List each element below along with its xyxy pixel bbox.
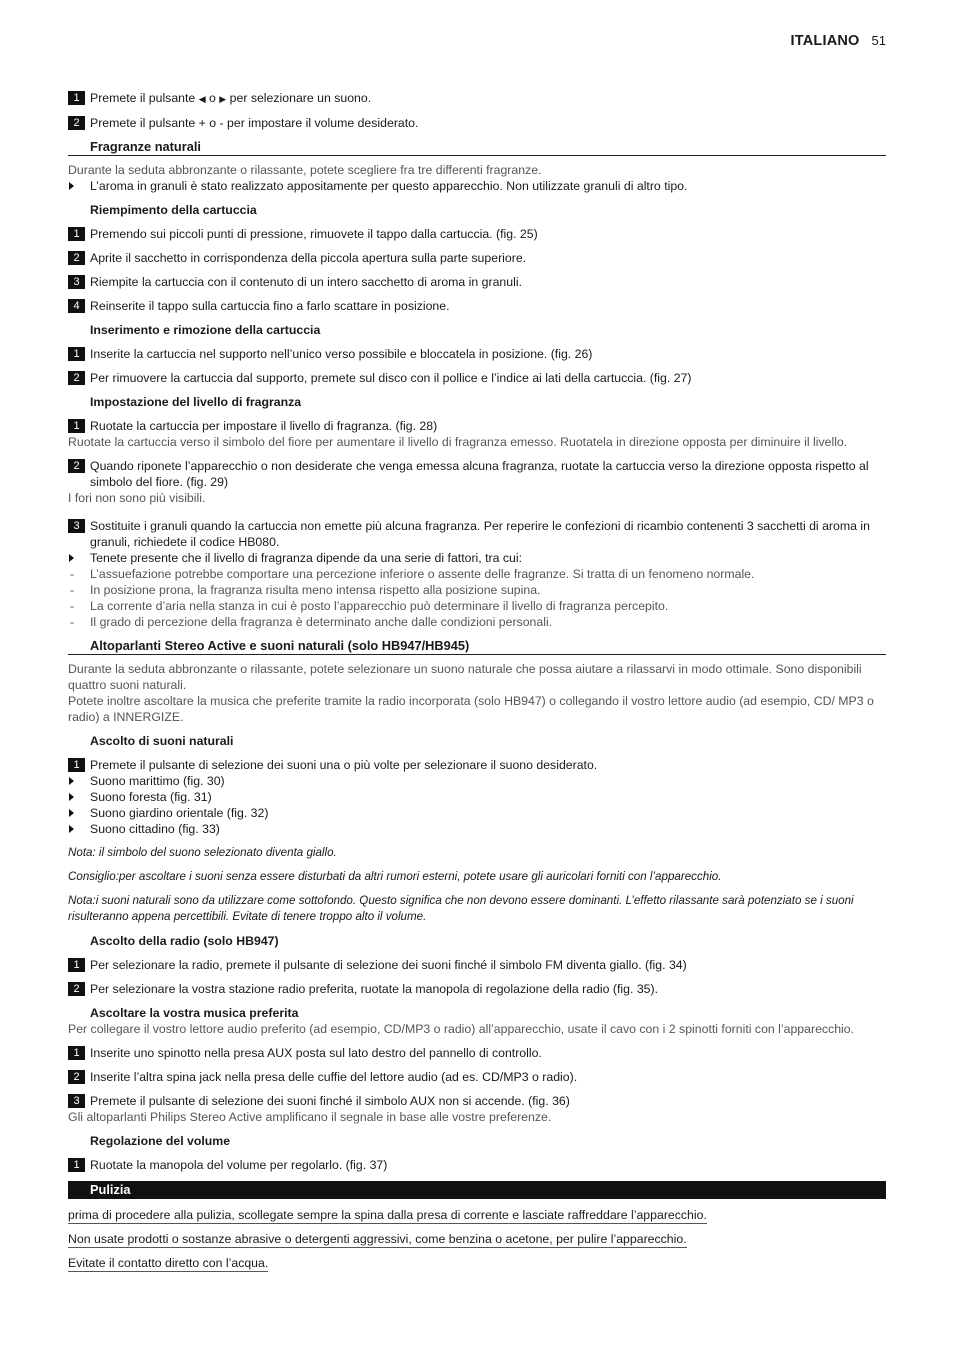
subsection-title-musica: Ascoltare la vostra musica preferita (90, 1006, 299, 1020)
subsection-title-volume: Regolazione del volume (90, 1134, 231, 1148)
step-item: 1 Premete il pulsante di selezione dei suoni una o più volte per selezionare il suono desiderato. (68, 757, 886, 773)
step-item: 3 Sostituite i granuli quando la cartuccia non emette più alcuna fragranza. Per reperire le confezioni di ricambio contenenti 3 sacchetti di aroma in granuli, richiedete il codice HB080. (68, 518, 886, 550)
page-content (68, 90, 886, 1279)
note-text: Nota: il simbolo del suono selezionato diventa giallo. (68, 846, 337, 859)
step-item: 2 Per selezionare la vostra stazione radio preferita, ruotate la manopola di regolazione della radio (fig. 35). (68, 981, 886, 997)
step-number: 2 (68, 251, 85, 265)
page-number: 51 (871, 33, 886, 48)
step-number: 2 (68, 982, 85, 996)
right-arrow-icon: ▶ (219, 94, 227, 104)
dash-item: - In posizione prona, la fragranza risulta meno intensa rispetto alla posizione supina. (70, 583, 541, 597)
bullet-arrow-icon (69, 825, 74, 833)
dash-mark: - (70, 599, 75, 613)
note-text: Nota:i suoni naturali sono da utilizzare come sottofondo. Questo significa che non devono essere dominanti. L’effetto rilassante sarà potenziato se i suoni risulteranno appena percettibili. Evitate di tenere troppo alto il volume. (68, 894, 854, 923)
musica-intro: Per collegare il vostro lettore audio preferito (ad esempio, CD/MP3 o radio) all’apparecchio, usate il cavo con i 2 spinotti forniti con l’apparecchio. (68, 1022, 855, 1036)
subsection-title-inserimento: Inserimento e rimozione della cartuccia (90, 323, 321, 337)
step-number: 3 (68, 519, 85, 533)
step-item: 1 Ruotate la cartuccia per impostare il livello di fragranza. (fig. 28) (68, 418, 886, 434)
step-number: 1 (68, 1046, 85, 1060)
dash-mark: - (70, 567, 75, 581)
step-number: 2 (68, 459, 85, 473)
altoparlanti-para: Potete inoltre ascoltare la musica che preferite tramite la radio incorporata (solo HB947) o collegando il vostro lettore audio (ad esempio, CD/ MP3 o radio) a INNERGIZE. (68, 694, 874, 724)
left-arrow-icon: ◀ (198, 94, 206, 104)
step-number: 1 (68, 1158, 85, 1172)
step-number: 1 (68, 227, 85, 241)
tip-text: Consiglio:per ascoltare i suoni senza essere disturbati da altri rumori esterni, potete usare gli auricolari forniti con l’apparecchio. (68, 870, 722, 883)
step-number: 1 (68, 419, 85, 433)
step-number: 1 (68, 91, 85, 105)
step-item: 1 Inserite la cartuccia nel supporto nell’unico verso possibile e bloccatela in posizione. (fig. 26) (68, 346, 886, 362)
step-item: 2 Aprite il sacchetto in corrispondenza della piccola apertura sulla parte superiore. (68, 250, 886, 266)
pulizia-line: Evitate il contatto diretto con l’acqua. (68, 1256, 269, 1270)
subsection-title-suoni: Ascolto di suoni naturali (90, 734, 234, 748)
dash-item: - La corrente d’aria nella stanza in cui è posto l’apparecchio può determinare il livello di fragranza percepito. (70, 599, 669, 613)
bullet-item: L’aroma in granuli è stato realizzato appositamente per questo apparecchio. Non utilizzate granuli di altro tipo. (68, 178, 886, 194)
step-number: 1 (68, 758, 85, 772)
section-title-altoparlanti: Altoparlanti Stereo Active e suoni naturali (solo HB947/HB945) (68, 638, 886, 655)
section-title-pulizia: Pulizia (68, 1181, 886, 1199)
bullet-arrow-icon (69, 554, 74, 562)
pulizia-line: Non usate prodotti o sostanze abrasive o detergenti aggressivi, come benzina o acetone, per pulire l’apparecchio. (68, 1232, 687, 1246)
step-item: 4 Reinserite il tappo sulla cartuccia fino a farlo scattare in posizione. (68, 298, 886, 314)
step-number: 3 (68, 1094, 85, 1108)
bullet-arrow-icon (69, 793, 74, 801)
page-header (68, 32, 886, 52)
dash-item: - L’assuefazione potrebbe comportare una percezione inferiore o assente delle fragranze. Si tratta di un fenomeno normale. (70, 567, 755, 581)
subsection-title-riempimento: Riempimento della cartuccia (90, 203, 257, 217)
fragranze-intro: Durante la seduta abbronzante o rilassante, potete scegliere fra tre differenti fragranze. (68, 163, 542, 177)
bullet-arrow-icon (69, 182, 74, 190)
step-item: 2 Per rimuovere la cartuccia dal supporto, premete sul disco con il pollice e l’indice ai lati della cartuccia. (fig. 27) (68, 370, 886, 386)
dash-item: - Il grado di percezione della fragranza è determinato anche dalle condizioni personali. (70, 615, 553, 629)
dash-mark: - (70, 615, 75, 629)
language-label: ITALIANO (790, 33, 860, 49)
step-item: 1 Premendo sui piccoli punti di pressione, rimuovete il tappo dalla cartuccia. (fig. 25) (68, 226, 886, 242)
bullet-arrow-icon (69, 777, 74, 785)
step-number: 2 (68, 371, 85, 385)
bullet-item: Suono giardino orientale (fig. 32) (68, 805, 886, 821)
musica-outro: Gli altoparlanti Philips Stereo Active amplificano il segnale in base alle vostre preferenze. (68, 1110, 552, 1124)
step-number: 2 (68, 116, 85, 130)
step-item: 3 Riempite la cartuccia con il contenuto di un intero sacchetto di aroma in granuli. (68, 274, 886, 290)
step-item: 2 Inserite l’altra spina jack nella presa delle cuffie del lettore audio (ad es. CD/MP3 o radio). (68, 1069, 886, 1085)
step-note: Ruotate la cartuccia verso il simbolo del fiore per aumentare il livello di fragranza emesso. Ruotatela in direzione opposta per diminuire il livello. (68, 435, 848, 449)
bullet-item: Suono cittadino (fig. 33) (68, 821, 886, 837)
step-number: 2 (68, 1070, 85, 1084)
step-select-sound: 1 Premete il pulsante ◀ o ▶ per selezionare un suono. (68, 90, 886, 107)
step-note: I fori non sono più visibili. (68, 491, 206, 505)
step-number: 3 (68, 275, 85, 289)
step-item: 1 Per selezionare la radio, premete il pulsante di selezione dei suoni finché il simbolo FM diventa giallo. (fig. 34) (68, 957, 886, 973)
dash-mark: - (70, 583, 75, 597)
subsection-title-livello: Impostazione del livello di fragranza (90, 395, 302, 409)
bullet-item: Suono foresta (fig. 31) (68, 789, 886, 805)
step-item: 1 Ruotate la manopola del volume per regolarlo. (fig. 37) (68, 1157, 886, 1173)
section-title-fragranze: Fragranze naturali (68, 139, 886, 156)
step-item: 1 Inserite uno spinotto nella presa AUX posta sul lato destro del pannello di controllo. (68, 1045, 886, 1061)
pulizia-line: prima di procedere alla pulizia, scollegate sempre la spina dalla presa di corrente e lasciate raffreddare l’apparecchio. (68, 1208, 707, 1222)
altoparlanti-para: Durante la seduta abbronzante o rilassante, potete selezionare un suono naturale che possa aiutare a rilassarvi in modo ottimale. Sono disponibili quattro suoni naturali. (68, 662, 862, 692)
step-number: 4 (68, 299, 85, 313)
step-number: 1 (68, 958, 85, 972)
step-set-volume: 2 Premete il pulsante + o - per impostare il volume desiderato. (68, 115, 886, 131)
step-item: 2 Quando riponete l’apparecchio o non desiderate che venga emessa alcuna fragranza, ruotate la cartuccia verso la direzione opposta rispetto al simbolo del fiore. (fig. 29) (68, 458, 886, 490)
bullet-item: Tenete presente che il livello di fragranza dipende da una serie di fattori, tra cui: (68, 550, 886, 566)
bullet-item: Suono marittimo (fig. 30) (68, 773, 886, 789)
bullet-arrow-icon (69, 809, 74, 817)
step-item: 3 Premete il pulsante di selezione dei suoni finché il simbolo AUX non si accende. (fig. 36) (68, 1093, 886, 1109)
step-number: 1 (68, 347, 85, 361)
subsection-title-radio: Ascolto della radio (solo HB947) (90, 934, 279, 948)
